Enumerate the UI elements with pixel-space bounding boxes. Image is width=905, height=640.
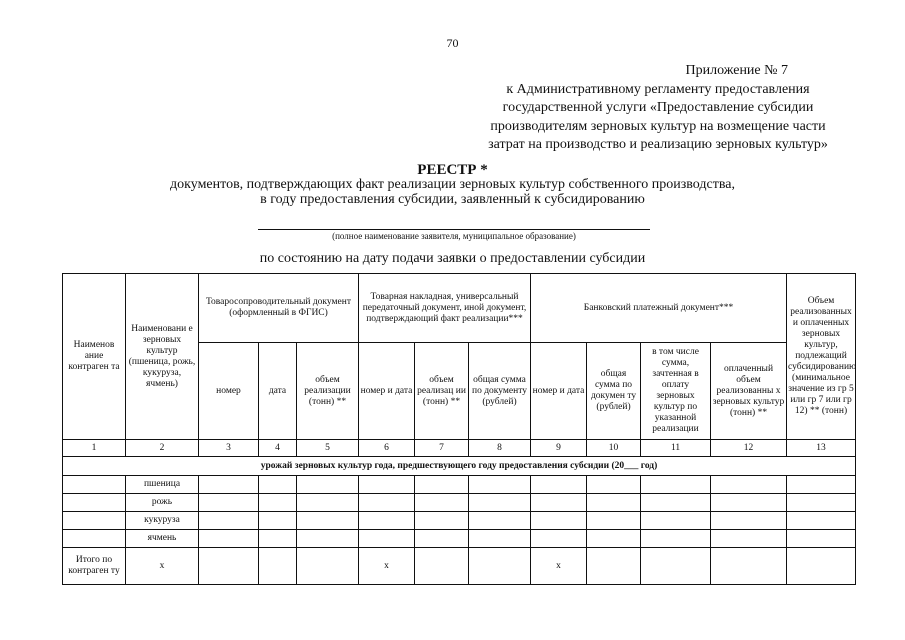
header-fgis-date: дата <box>259 343 297 440</box>
crop-cell: рожь <box>126 494 199 512</box>
registry-subtitle-line-1: документов, подтверждающих факт реализации зерновых культур собственного производства, <box>170 177 735 192</box>
header-invoice-volume: объем реализац ии (тонн) ** <box>415 343 469 440</box>
table-row <box>63 476 856 494</box>
column-number: 1 <box>63 440 126 457</box>
registry-subtitle <box>0 177 905 207</box>
header-invoice-number-date: номер и дата <box>359 343 415 440</box>
crop-cell: ячмень <box>126 530 199 548</box>
crop-cell: кукуруза <box>126 512 199 530</box>
state-date-line: по состоянию на дату подачи заявки о предоставлении субсидии <box>259 251 646 266</box>
column-number: 8 <box>469 440 531 457</box>
column-number: 4 <box>259 440 297 457</box>
appendix-line-5: затрат на производство и реализацию зерновых культур» <box>488 137 828 153</box>
section-harvest-year: урожай зерновых культур года, предшествующего году предоставления субсидии (20___ год) <box>63 457 856 476</box>
header-group-invoice: Товарная накладная, универсальный передаточный документ, иной документ, подтверждающий факт реализации*** <box>359 274 531 343</box>
applicant-caption: (полное наименование заявителя, муниципальное образование) <box>332 231 576 241</box>
header-fgis-volume: объем реализации (тонн) ** <box>297 343 359 440</box>
column-number: 2 <box>126 440 199 457</box>
column-number: 5 <box>297 440 359 457</box>
appendix-line-1: Приложение № 7 <box>685 63 788 78</box>
page-number: 70 <box>446 36 459 50</box>
header-subsidy-volume: Объем реализованных и оплаченных зерновых культур, подлежащий субсидированию (минимальное значение из гр 5 или гр 7 или гр 12) ** (тонн) <box>787 274 856 440</box>
header-group-bank: Банковский платежный документ*** <box>531 274 787 343</box>
registry-subtitle-line-2: в году предоставления субсидии, заявленный к субсидированию <box>260 192 645 207</box>
header-group-fgis: Товаросопроводительный документ (оформленный в ФГИС) <box>199 274 359 343</box>
column-number: 11 <box>641 440 711 457</box>
column-number: 10 <box>587 440 641 457</box>
column-number: 6 <box>359 440 415 457</box>
header-crop-name: Наименовани е зерновых культур (пшеница, рожь, кукуруза, ячмень) <box>126 274 199 440</box>
column-number: 3 <box>199 440 259 457</box>
total-label: Итого по контраген ту <box>63 548 126 585</box>
registry-title: РЕЕСТР * <box>417 162 488 178</box>
appendix-header <box>448 62 868 155</box>
header-bank-sum: общая сумма по докумен ту (рублей) <box>587 343 641 440</box>
column-numbers-row <box>63 440 856 457</box>
total-x-mark: х <box>531 548 587 585</box>
column-number: 13 <box>787 440 856 457</box>
total-row <box>63 548 856 585</box>
table-row <box>63 494 856 512</box>
appendix-line-2: к Административному регламенту предоставления <box>506 81 810 97</box>
total-x-mark: х <box>359 548 415 585</box>
applicant-name-line <box>258 229 650 230</box>
registry-table <box>62 273 856 585</box>
header-bank-credited-sum: в том числе сумма, зачтенная в оплату зерновых культур по указанной реализации <box>641 343 711 440</box>
column-number: 12 <box>711 440 787 457</box>
header-fgis-number: номер <box>199 343 259 440</box>
crop-cell: пшеница <box>126 476 199 494</box>
column-number: 7 <box>415 440 469 457</box>
header-contractor: Наименов ание контраген та <box>63 274 126 440</box>
header-bank-paid-volume: оплаченный объем реализованны х зерновых культур (тонн) ** <box>711 343 787 440</box>
header-invoice-sum: общая сумма по документу (рублей) <box>469 343 531 440</box>
column-number: 9 <box>531 440 587 457</box>
total-x-mark: х <box>126 548 199 585</box>
appendix-line-4: производителям зерновых культур на возмещение части <box>490 118 826 134</box>
table-row <box>63 512 856 530</box>
table-row <box>63 530 856 548</box>
header-bank-number-date: номер и дата <box>531 343 587 440</box>
appendix-line-3: государственной услуги «Предоставление субсидии <box>502 100 814 116</box>
